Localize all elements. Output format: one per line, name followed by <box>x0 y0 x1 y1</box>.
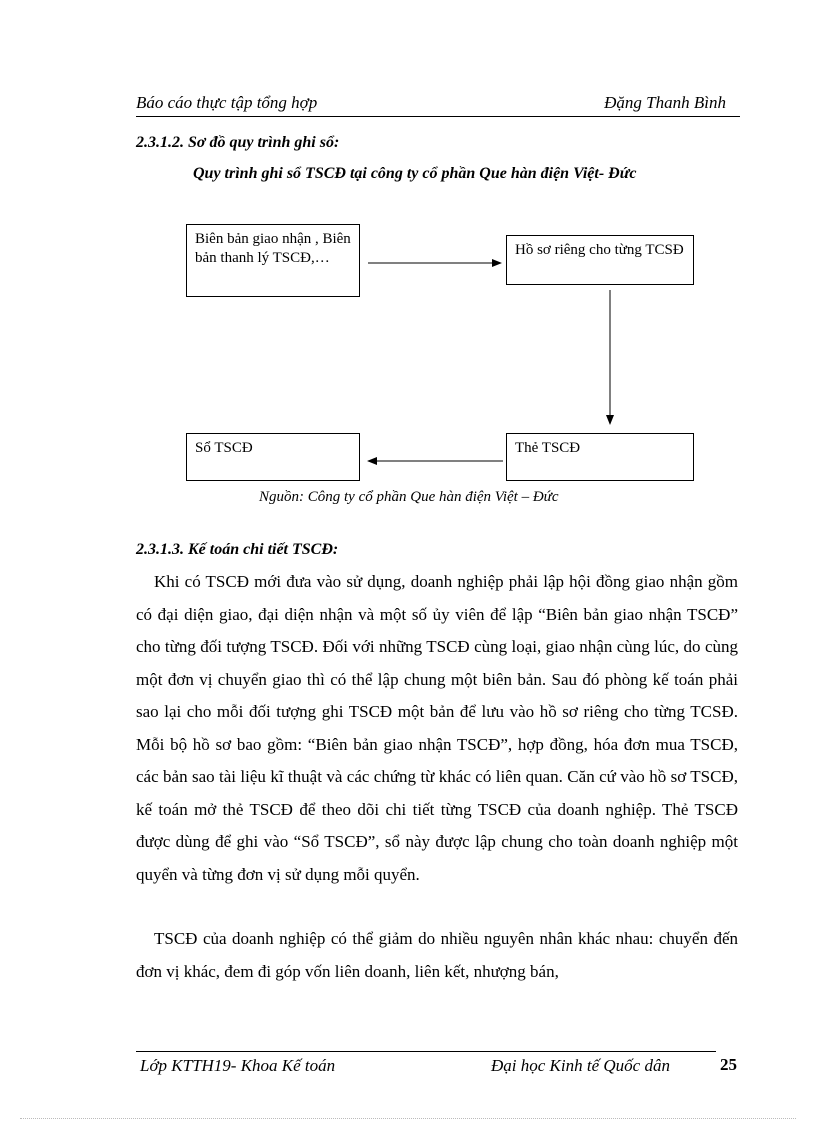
diagram-box-asset-file: Hồ sơ riêng cho từng TCSĐ <box>506 235 694 285</box>
header-author: Đặng Thanh Bình <box>604 93 726 112</box>
diagram-source-note: Nguồn: Công ty cổ phần Que hàn điện Việt – Đức <box>259 489 559 505</box>
section-title-recording-process: 2.3.1.2. Sơ đồ quy trình ghi sổ: <box>136 134 340 151</box>
page-bottom-divider <box>20 1118 796 1119</box>
page-footer <box>136 1051 716 1075</box>
paragraph-asset-decrease: TSCĐ của doanh nghiệp có thể giảm do nhiều nguyên nhân khác nhau: chuyển đến đơn vị khác, đem đi góp vốn liên doanh, liên kết, nhượng bán, <box>136 929 738 981</box>
section-title-detailed-accounting: 2.3.1.3. Kế toán chi tiết TSCĐ: <box>136 541 339 558</box>
diagram-box-asset-ledger: Sổ TSCĐ <box>186 433 360 481</box>
paragraph-asset-receipt: Khi có TSCĐ mới đưa vào sử dụng, doanh nghiệp phải lập hội đồng giao nhận gồm có đại diện giao, đại diện nhận và một số ủy viên để lập “Biên bản giao nhận TSCĐ” cho từng đối tượng TSCĐ. Đối với những TSCĐ cùng loại, giao nhận cùng lúc, do cùng một đơn vị chuyển giao thì có thể lập chung một biên bản. Sau đó phòng kế toán phải sao lại cho mỗi đối tượng ghi TSCĐ một bản để lưu vào hồ sơ riêng cho từng TCSĐ. Mỗi bộ hồ sơ bao gồm: “Biên bản giao nhận TSCĐ”, hợp đồng, hóa đơn mua TSCĐ, các bản sao tài liệu kĩ thuật và các chứng từ khác có liên quan. Căn cứ vào hồ sơ TSCĐ, kế toán mở thẻ TSCĐ để theo dõi chi tiết từng TSCĐ của doanh nghiệp. Thẻ TSCĐ được dùng để ghi vào “Sổ TSCĐ”, sổ này được lập chung cho toàn doanh nghiệp một quyển và từng đơn vị sử dụng mỗi quyển. <box>136 572 738 884</box>
footer-class: Lớp KTTH19- Khoa Kế toán <box>140 1056 336 1075</box>
header-report-title: Báo cáo thực tập tổng hợp <box>136 93 318 112</box>
page-number: 25 <box>720 1055 737 1074</box>
diagram-box-source-documents: Biên bản giao nhận , Biên bản thanh lý TSCĐ,… <box>186 224 360 297</box>
process-title: Quy trình ghi sổ TSCĐ tại công ty cổ phần Que hàn điện Việt- Đức <box>193 165 637 182</box>
footer-university: Đại học Kinh tế Quốc dân <box>491 1056 670 1075</box>
diagram-box-asset-card: Thẻ TSCĐ <box>506 433 694 481</box>
